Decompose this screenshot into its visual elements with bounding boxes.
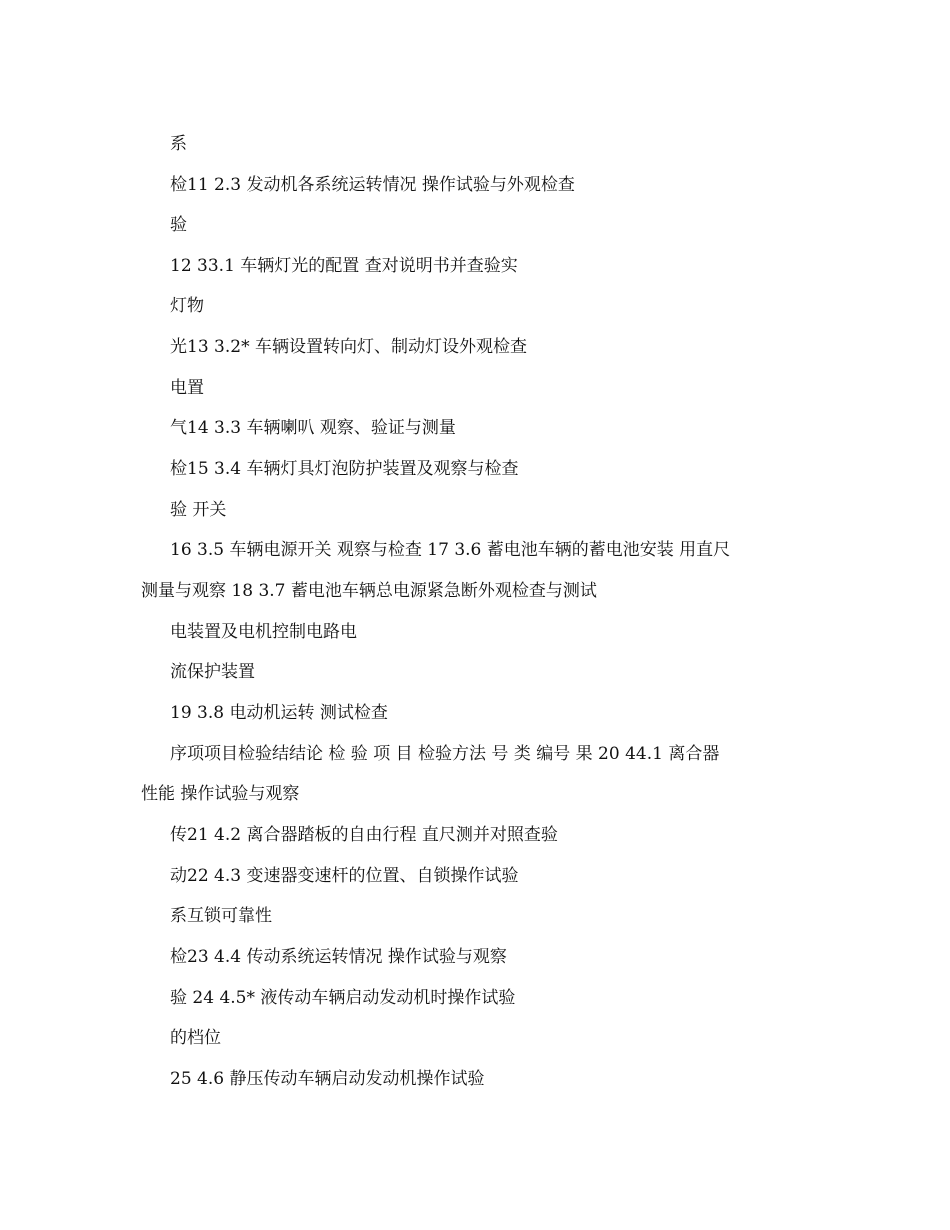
text-line-5: 灯物 [170, 296, 204, 316]
text-line-7: 电置 [170, 378, 204, 398]
text-line-6: 光13 3.2* 车辆设置转向灯、制动灯设外观检查 [170, 337, 527, 357]
text-line-13: 电装置及电机控制电路电 [170, 622, 357, 642]
text-line-10: 验 开关 [170, 500, 227, 520]
text-line-8: 气14 3.3 车辆喇叭 观察、验证与测量 [170, 418, 456, 438]
text-line-20: 系互锁可靠性 [170, 906, 272, 926]
text-line-24: 25 4.6 静压传动车辆启动发动机操作试验 [170, 1069, 485, 1089]
text-line-15: 19 3.8 电动机运转 测试检查 [170, 703, 388, 723]
text-line-4: 12 33.1 车辆灯光的配置 查对说明书并查验实 [170, 256, 518, 276]
text-line-11: 16 3.5 车辆电源开关 观察与检查 17 3.6 蓄电池车辆的蓄电池安装 用直尺 [170, 540, 731, 560]
text-line-16: 序项项目检验结结论 检 验 项 目 检验方法 号 类 编号 果 20 44.1 离合器 [170, 744, 720, 764]
text-line-3: 验 [170, 215, 187, 235]
text-line-1: 系 [170, 134, 187, 154]
text-line-22: 验 24 4.5* 液传动车辆启动发动机时操作试验 [170, 988, 516, 1008]
text-line-2: 检11 2.3 发动机各系统运转情况 操作试验与外观检查 [170, 175, 575, 195]
text-line-17: 性能 操作试验与观察 [141, 784, 300, 804]
text-line-9: 检15 3.4 车辆灯具灯泡防护装置及观察与检查 [170, 459, 519, 479]
text-line-19: 动22 4.3 变速器变速杆的位置、自锁操作试验 [170, 866, 519, 886]
text-line-12: 测量与观察 18 3.7 蓄电池车辆总电源紧急断外观检查与测试 [141, 581, 597, 601]
text-line-23: 的档位 [170, 1028, 221, 1048]
text-line-14: 流保护装置 [170, 662, 255, 682]
text-line-18: 传21 4.2 离合器踏板的自由行程 直尺测并对照查验 [170, 825, 558, 845]
text-line-21: 检23 4.4 传动系统运转情况 操作试验与观察 [170, 947, 507, 967]
